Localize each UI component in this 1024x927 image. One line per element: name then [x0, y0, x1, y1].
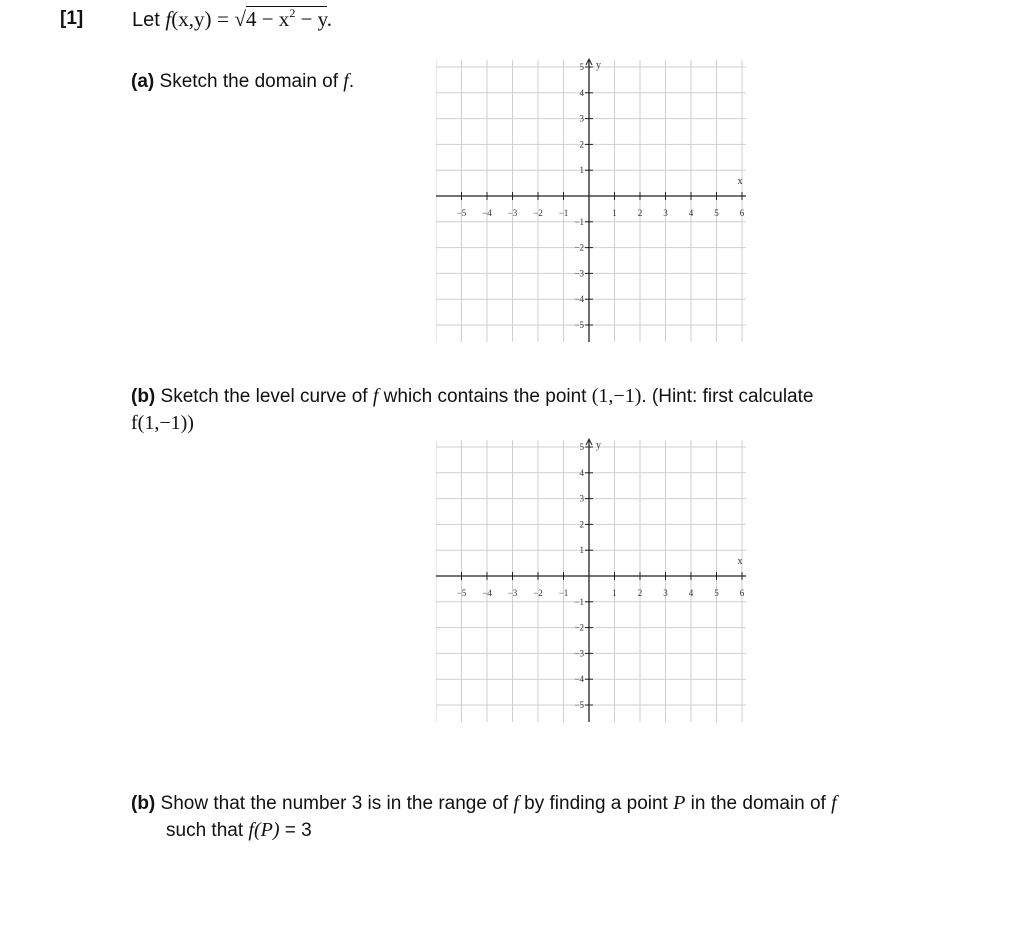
- part-a-end: .: [348, 71, 355, 92]
- y-tick-label: −1: [574, 596, 584, 607]
- x-tick-label: 3: [663, 588, 668, 598]
- radicand-tail: − y: [295, 7, 327, 31]
- x-tick-label: 6: [739, 208, 745, 218]
- y-tick-label: 1: [579, 165, 584, 176]
- x-tick-label: −3: [507, 588, 518, 598]
- y-axis-label: y: [596, 60, 601, 71]
- part-b-text-1: Sketch the level curve of: [160, 386, 368, 407]
- x-axis-label: x: [737, 556, 743, 567]
- part-c-text-1: Show that the number 3 is in the range of: [160, 793, 509, 814]
- part-c-line-1: [131, 790, 961, 817]
- x-tick-label: 5: [714, 588, 719, 598]
- grid-a: [436, 58, 756, 348]
- part-b-prompt: [131, 383, 931, 437]
- x-tick-label: 1: [612, 208, 617, 218]
- y-tick-label: 2: [579, 139, 584, 150]
- part-c-point: P: [673, 792, 686, 814]
- y-tick-label: −4: [574, 294, 584, 305]
- let-word: Let: [132, 9, 160, 31]
- function-name: f: [165, 7, 172, 31]
- part-b-point: (1,−1): [591, 385, 642, 407]
- part-b-text-2: which contains the point: [383, 386, 587, 407]
- x-tick-label: −1: [558, 588, 569, 598]
- x-tick-label: 2: [637, 208, 643, 218]
- part-c-prompt: [131, 790, 961, 844]
- x-tick-label: 3: [663, 208, 668, 218]
- x-tick-label: −5: [456, 588, 467, 598]
- part-c-text-3: in the domain of: [690, 793, 826, 814]
- radicand-main: 4 − x: [245, 7, 290, 31]
- y-tick-label: 3: [579, 113, 584, 124]
- x-tick-label: 6: [739, 588, 745, 598]
- sqrt-symbol: √: [234, 7, 246, 31]
- part-c-text-2: by finding a point: [524, 793, 668, 814]
- part-b-label: (b): [131, 386, 156, 407]
- radicand-exponent: 2: [289, 6, 296, 20]
- y-tick-label: 3: [579, 493, 584, 504]
- x-axis-label: x: [737, 176, 743, 187]
- problem-statement: [132, 6, 332, 32]
- x-tick-label: −5: [456, 208, 467, 218]
- x-tick-label: −1: [558, 208, 569, 218]
- y-tick-label: 2: [579, 519, 584, 530]
- y-tick-label: −3: [574, 648, 584, 659]
- part-a-func: f: [343, 70, 349, 92]
- y-tick-label: −5: [574, 320, 584, 330]
- y-tick-label: −4: [574, 674, 584, 685]
- y-tick-label: 1: [579, 545, 584, 556]
- part-b-func: f: [372, 385, 379, 407]
- equals-sign: =: [217, 7, 229, 31]
- part-b-hint-value: f(1,−1)): [131, 412, 194, 434]
- y-tick-label: −2: [574, 622, 584, 633]
- grid-b: [436, 438, 756, 728]
- part-c-line-2b: = 3: [284, 820, 312, 841]
- x-tick-label: −4: [482, 588, 492, 598]
- part-c-fp: f(P): [248, 819, 280, 841]
- statement-period: .: [326, 7, 333, 31]
- part-b-line-2: [131, 410, 931, 437]
- part-a-text: Sketch the domain of: [159, 71, 339, 92]
- part-c-label: (b): [131, 793, 156, 814]
- y-tick-label: −2: [574, 242, 584, 253]
- x-tick-label: −2: [533, 588, 543, 598]
- part-c-line-2a: such that: [166, 820, 244, 841]
- y-tick-label: −1: [574, 216, 584, 227]
- x-tick-label: 4: [688, 588, 694, 598]
- y-tick-label: 4: [579, 87, 584, 98]
- y-tick-label: −5: [574, 700, 584, 710]
- part-a-label: (a): [131, 71, 155, 92]
- y-tick-label: 5: [579, 442, 584, 452]
- part-c-line-2: [131, 817, 961, 844]
- function-args: (x,y): [171, 7, 212, 31]
- part-c-func: f: [513, 792, 519, 814]
- x-tick-label: −3: [507, 208, 518, 218]
- radicand: [246, 6, 327, 31]
- y-axis-label: y: [596, 440, 601, 451]
- problem-number: [1]: [60, 8, 84, 29]
- x-tick-label: −4: [482, 208, 492, 218]
- y-tick-label: 4: [579, 467, 584, 478]
- x-tick-label: 1: [612, 588, 617, 598]
- part-b-text-3: . (Hint: first calculate: [641, 386, 814, 407]
- part-a-prompt: [131, 68, 354, 95]
- x-tick-label: 5: [714, 208, 719, 218]
- part-b-line-1: [131, 383, 931, 410]
- x-tick-label: 4: [688, 208, 694, 218]
- x-tick-label: −2: [533, 208, 543, 218]
- x-tick-label: 2: [637, 588, 643, 598]
- part-c-func-2: f: [831, 792, 837, 814]
- y-tick-label: 5: [579, 62, 584, 72]
- y-tick-label: −3: [574, 268, 584, 279]
